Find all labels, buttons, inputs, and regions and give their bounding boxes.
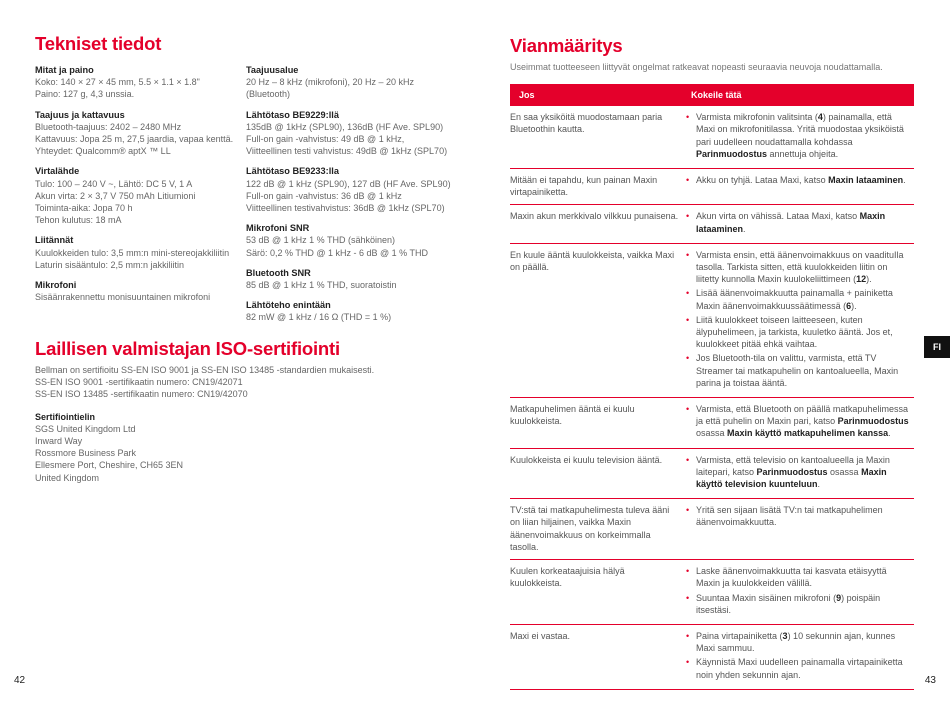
solution-list xyxy=(686,403,911,440)
cert-heading: Sertifiointielin xyxy=(35,411,96,422)
solution-item: • Varmista, että Bluetooth on päällä matkapuhelimessa ja että puhelin on Maxin pari, katso Parinmuodostus osassa Maxin käyttö matkapuhelimen kanssa. xyxy=(686,403,911,440)
solution-item: • Jos Bluetooth-tila on valittu, varmista, että TV Streamer tai matkapuhelin on kantoalueella, Maxin parina ja toistaa ääntä. xyxy=(686,352,911,389)
spec-line: 122 dB @ 1 kHz (SPL90), 127 dB (HF Ave. SPL90) xyxy=(246,178,451,189)
cert-line: Inward Way xyxy=(35,436,83,447)
solution-item: • Varmista, että televisio on kantoalueella ja Maxin laitepari, katso Parinmuodostus osassa Maxin käyttö television kuunteluun. xyxy=(686,454,911,491)
problem-cell: Maxin akun merkkivalo vilkkuu punaisena. xyxy=(510,205,682,243)
spec-block xyxy=(246,299,456,323)
spec-line: 135dB @ 1kHz (SPL90), 136dB (HF Ave. SPL90) xyxy=(246,121,444,132)
table-row xyxy=(510,243,914,397)
spec-heading: Lähtöteho enintään xyxy=(246,300,331,311)
solution-item: • Suuntaa Maxin sisäinen mikrofoni (9) poispäin itsestäsi. xyxy=(686,592,911,616)
spec-block xyxy=(246,64,456,101)
problem-cell: Mitään ei tapahdu, kun painan Maxin virtapainiketta. xyxy=(510,169,682,205)
solution-list xyxy=(686,111,911,160)
table-row xyxy=(510,499,914,560)
table-row xyxy=(510,106,914,168)
page-number-right: 43 xyxy=(924,675,936,686)
language-tab: FI xyxy=(924,336,950,358)
solution-item: • Yritä sen sijaan lisätä TV:n tai matkapuhelimen äänenvoimakkuutta. xyxy=(686,504,911,528)
spec-line: Paino: 127 g, 4,3 unssia. xyxy=(35,89,135,100)
solution-item: • Varmista ensin, että äänenvoimakkuus on vaadituIla tasolla. Tarkista sitten, että kuulokkeiden liitin on liitetty kunnolla Maxin kuulokeliittimeen (12). xyxy=(686,249,911,286)
table-row xyxy=(510,169,914,205)
table-row xyxy=(510,398,914,449)
iso-title: Laillisen valmistajan ISO-sertifiointi xyxy=(35,338,340,359)
spec-line: Särö: 0,2 % THD @ 1 kHz - 6 dB @ 1 % THD xyxy=(246,247,428,258)
spec-line: Bluetooth-taajuus: 2402 – 2480 MHz xyxy=(35,121,182,132)
column-header-jos: Jos xyxy=(510,84,682,106)
solution-cell xyxy=(682,624,914,689)
solution-item: • Paina virtapainiketta (3) 10 sekunnin ajan, kunnes Maxi sammuu. xyxy=(686,630,911,654)
solution-item: • Varmista mikrofonin valitsinta (4) painamalla, että Maxi on mikrofonitilassa. Yritä muodostaa yksiköistä pari uudelleen noudattamalla kohdassa Parinmuodostus annettuja ohjeita. xyxy=(686,111,911,160)
solution-item: • Käynnistä Maxi uudelleen painamalla virtapainiketta noin yhden sekunnin ajan. xyxy=(686,656,911,680)
spec-heading: Liitännät xyxy=(35,235,74,246)
iso-section xyxy=(35,364,455,484)
spec-line: Full-on gain -vahvistus: 49 dB @ 1 kHz, xyxy=(246,134,405,145)
iso-line: SS-EN ISO 9001 -sertifikaatin numero: CN19/42071 xyxy=(35,377,243,388)
spec-line: Kattavuus: Jopa 25 m, 27,5 jaardia, vapaa kenttä. xyxy=(35,134,234,145)
problem-cell: Kuulokkeista ei kuulu television ääntä. xyxy=(510,448,682,499)
problem-cell: Matkapuhelimen ääntä ei kuulu kuulokkeista. xyxy=(510,398,682,449)
problem-cell: En saa yksiköitä muodostamaan paria Bluetoothin kautta. xyxy=(510,106,682,168)
solution-cell xyxy=(682,205,914,243)
spec-line: (Bluetooth) xyxy=(246,89,291,100)
page-number-left: 42 xyxy=(14,675,26,686)
spec-heading: Mikrofoni SNR xyxy=(246,223,310,234)
specs-column-a xyxy=(35,64,235,311)
problem-cell: TV:stä tai matkapuhelimesta tuleva ääni on liian hiljainen, vaikka Maxin äänenvoimakkuus on korkeimmalla tasolla. xyxy=(510,499,682,560)
troubleshooting-intro: Useimmat tuotteeseen liittyvät ongelmat ratkeavat nopeasti seuraavia neuvoja noudattamalla. xyxy=(510,62,883,72)
solution-item: • Akun virta on vähissä. Lataa Maxi, katso Maxin lataaminen. xyxy=(686,210,911,234)
solution-list xyxy=(686,249,911,389)
spec-line: Tulo: 100 – 240 V ~, Lähtö: DC 5 V, 1 A xyxy=(35,178,193,189)
spec-heading: Bluetooth SNR xyxy=(246,267,311,278)
solution-cell xyxy=(682,243,914,397)
table-header-row xyxy=(510,84,914,106)
solution-cell xyxy=(682,499,914,560)
spec-line: 82 mW @ 1 kHz / 16 Ω (THD = 1 %) xyxy=(246,312,392,323)
spec-line: Kuulokkeiden tulo: 3,5 mm:n mini-stereojakkiliitin xyxy=(35,247,230,258)
cert-line: Ellesmere Port, Cheshire, CH65 3EN xyxy=(35,460,184,471)
iso-line: Bellman on sertifioitu SS-EN ISO 9001 ja SS-EN ISO 13485 -standardien mukaisesti. xyxy=(35,365,375,375)
table-row xyxy=(510,205,914,243)
cert-line: SGS United Kingdom Ltd xyxy=(35,423,136,434)
solution-list xyxy=(686,454,911,491)
solution-list xyxy=(686,565,911,616)
spec-line: Viitteellinen testivahvistus: 36dB @ 1kHz (SPL70) xyxy=(246,203,445,214)
solution-cell xyxy=(682,169,914,205)
spec-line: Laturin sisääntulo: 2,5 mm:n jakkiliitin xyxy=(35,259,185,270)
spec-line: Tehon kulutus: 18 mA xyxy=(35,215,122,226)
spec-line: Koko: 140 × 27 × 45 mm, 5.5 × 1.1 × 1.8" xyxy=(35,77,200,88)
spec-heading: Mikrofoni xyxy=(35,280,77,291)
solution-list xyxy=(686,174,911,186)
right-page xyxy=(475,0,950,704)
troubleshooting-title: Vianmääritys xyxy=(510,35,623,56)
spec-heading: Taajuusalue xyxy=(246,65,299,75)
spec-line: Toiminta-aika: Jopa 70 h xyxy=(35,203,133,214)
solution-item: • Laske äänenvoimakkuutta tai kasvata etäisyyttä Maxin ja kuulokkeiden välillä. xyxy=(686,565,911,589)
problem-cell: Maxi ei vastaa. xyxy=(510,624,682,689)
specs-column-b xyxy=(246,64,456,332)
cert-line: United Kingdom xyxy=(35,472,100,483)
spec-block xyxy=(246,165,456,214)
spec-heading: Lähtötaso BE9233:lla xyxy=(246,166,339,177)
spec-heading: Taajuus ja kattavuus xyxy=(35,109,125,120)
solution-item: • Liitä kuulokkeet toiseen laitteeseen, kuten älypuhelimeen, ja tarkista, kuuletko ääntä. Jos et, kuulokkeet pitää ehkä vaihtaa. xyxy=(686,314,911,351)
solution-list xyxy=(686,210,911,234)
spec-block xyxy=(246,109,456,158)
spec-line: Akun virta: 2 × 3,7 V 750 mAh Litiumioni xyxy=(35,190,196,201)
spec-heading: Virtalähde xyxy=(35,166,80,177)
table-row xyxy=(510,624,914,689)
spec-block xyxy=(35,279,235,303)
spec-line: Sisäänrakennettu monisuuntainen mikrofoni xyxy=(35,292,211,303)
troubleshooting-table xyxy=(510,84,914,690)
spec-line: Full-on gain -vahvistus: 36 dB @ 1 kHz xyxy=(246,190,402,201)
spec-line: 53 dB @ 1 kHz 1 % THD (sähköinen) xyxy=(246,235,396,246)
solution-cell xyxy=(682,560,914,625)
table-row xyxy=(510,448,914,499)
table-row xyxy=(510,560,914,625)
spec-block xyxy=(35,234,235,271)
solution-list xyxy=(686,630,911,681)
solution-item: • Akku on tyhjä. Lataa Maxi, katso Maxin lataaminen. xyxy=(686,174,911,186)
spec-block xyxy=(35,165,235,226)
spec-block xyxy=(246,222,456,259)
spec-line: Viitteellinen testi vahvistus: 49dB @ 1kHz (SPL70) xyxy=(246,146,448,157)
solution-list xyxy=(686,504,911,528)
cert-line: Rossmore Business Park xyxy=(35,448,137,459)
solution-cell xyxy=(682,448,914,499)
spec-line: 85 dB @ 1 kHz 1 % THD, suoratoistin xyxy=(246,280,397,291)
problem-cell: Kuulen korkeataajuisia hälyä kuulokkeista. xyxy=(510,560,682,625)
spec-heading: Lähtötaso BE9229:llä xyxy=(246,109,339,120)
spec-line: Yhteydet: Qualcomm® aptX ™ LL xyxy=(35,146,171,157)
spec-line: 20 Hz – 8 kHz (mikrofoni), 20 Hz – 20 kHz xyxy=(246,77,415,88)
problem-cell: En kuule ääntä kuulokkeista, vaikka Maxi on päällä. xyxy=(510,243,682,397)
tech-specs-title: Tekniset tiedot xyxy=(35,33,162,54)
spec-block xyxy=(35,64,235,101)
solution-item: • Lisää äänenvoimakkuutta painamalla + painiketta Maxin äänenvoimakkuussäätimessä (6). xyxy=(686,287,911,311)
spec-block xyxy=(35,109,235,158)
solution-cell xyxy=(682,398,914,449)
solution-cell xyxy=(682,106,914,168)
column-header-fix: Kokeile tätä xyxy=(682,84,914,106)
spec-block xyxy=(246,267,456,291)
iso-line: SS-EN ISO 13485 -sertifikaatin numero: CN19/42070 xyxy=(35,389,248,400)
spec-heading: Mitat ja paino xyxy=(35,65,94,75)
